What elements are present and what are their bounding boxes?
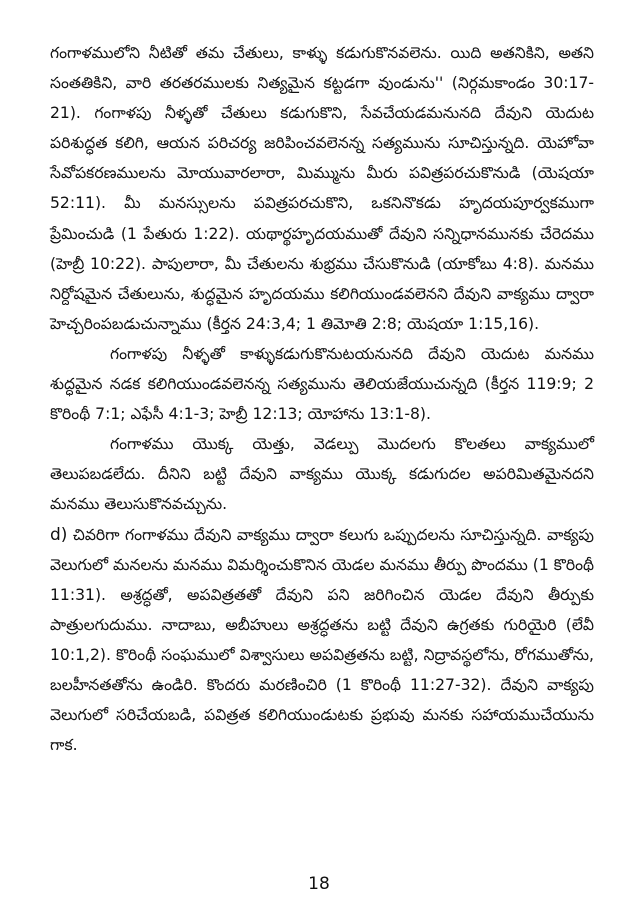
- paragraph-4: [50, 520, 594, 761]
- paragraph-3-text: గంగాళము యొక్క యెత్తు, వెడల్పు మొదలగు కొలతలు వాక్యములో తెలుపబడలేదు. దీనిని బట్టి దేవుని వాక్యము యొక్క కడుగుదల అపరిమితమైనదని మనము తెలుసుకొనవచ్చును.: [50, 435, 594, 514]
- page-number: 18: [308, 874, 330, 894]
- paragraph-1-text: గంగాళములోని నీటితో తమ చేతులు, కాళ్ళు కడుగుకొనవలెను. యిది అతనికిని, అతని సంతతికిని, వారి తరతరములకు నిత్యమైన కట్టడగా వుండును'' (నిర్గమకాండం 30:17-21). గంగాళపు నీళ్ళతో చేతులు కడుగుకొని, సేవచేయడమనునది దేవుని యెదుట పరిశుద్ధత కలిగి, ఆయన పరిచర్య జరిపించవలెనన్న సత్యమును సూచిస్తున్నది. యెహోవా సేవోపకరణములను మోయువారలారా, మిమ్మును మీరు పవిత్రపరచుకొనుడి (యెషయా 52:11). మీ మనస్సులను పవిత్రపరచుకొని, ఒకనినొకడు హృదయపూర్వకముగా ప్రేమించుడి (1 పేతురు 1:22). యథార్థహృదయముతో దేవుని సన్నిధానమునకు చేరెదము (హెబ్రీ 10:22). పాపులారా, మీ చేతులను శుభ్రము చేసుకొనుడి (యాకోబు 4:8). మనము నిర్దోషమైన చేతులును, శుద్ధమైన హృదయము కలిగియుండవలెనని దేవుని వాక్యము ద్వారా హెచ్చరింపబడుచున్నాము (కీర్తన 24:3,4; 1 తిమోతి 2:8; యెషయా 1:15,16).: [50, 44, 594, 333]
- paragraph-4-text: చివరిగా గంగాళము దేవుని వాక్యము ద్వారా కలుగు ఒప్పుదలను సూచిస్తున్నది. వాక్యపు వెలుగులో మనలను మనము విమర్శించుకొనిన యెడల మనము తీర్పు పొందము (1 కొరింథీ 11:31). అశ్రద్ధతో, అపవిత్రతతో దేవుని పని జరిగించిన యెడల దేవుని తీర్పుకు పాత్రులగుదుము. నాదాబు, అబీహులు అశ్రద్ధతను బట్టి దేవుని ఉగ్రతకు గురియైరి (లేవీ 10:1,2). కొరింథీ సంఘములో విశ్వాసులు అపవిత్రతను బట్టి, నిద్రావస్థలోను, రోగముతోను, బలహీనతతోను ఉండిరి. కొందరు మరణించిరి (1 కొరింథీ 11:27-32). దేవుని వాక్యపు వెలుగులో సరిచేయబడి, పవిత్రత కలిగియుండుటకు ప్రభువు మనకు సహాయముచేయును గాక.: [50, 525, 594, 755]
- paragraph-1: [50, 38, 594, 339]
- paragraph-2: [50, 339, 594, 429]
- list-marker: d): [50, 524, 68, 545]
- paragraph-2-text: గంగాళపు నీళ్ళతో కాళ్ళుకడుగుకొనుటయనునది దేవుని యెదుట మనము శుద్ధమైన నడక కలిగియుండవలెనన్న సత్యమును తెలియజేయుచున్నది (కీర్తన 119:9; 2 కొరింథీ 7:1; ఎఫేసీ 4:1-3; హెబ్రీ 12:13; యోహాను 13:1-8).: [50, 344, 594, 424]
- paragraph-3: [50, 429, 594, 519]
